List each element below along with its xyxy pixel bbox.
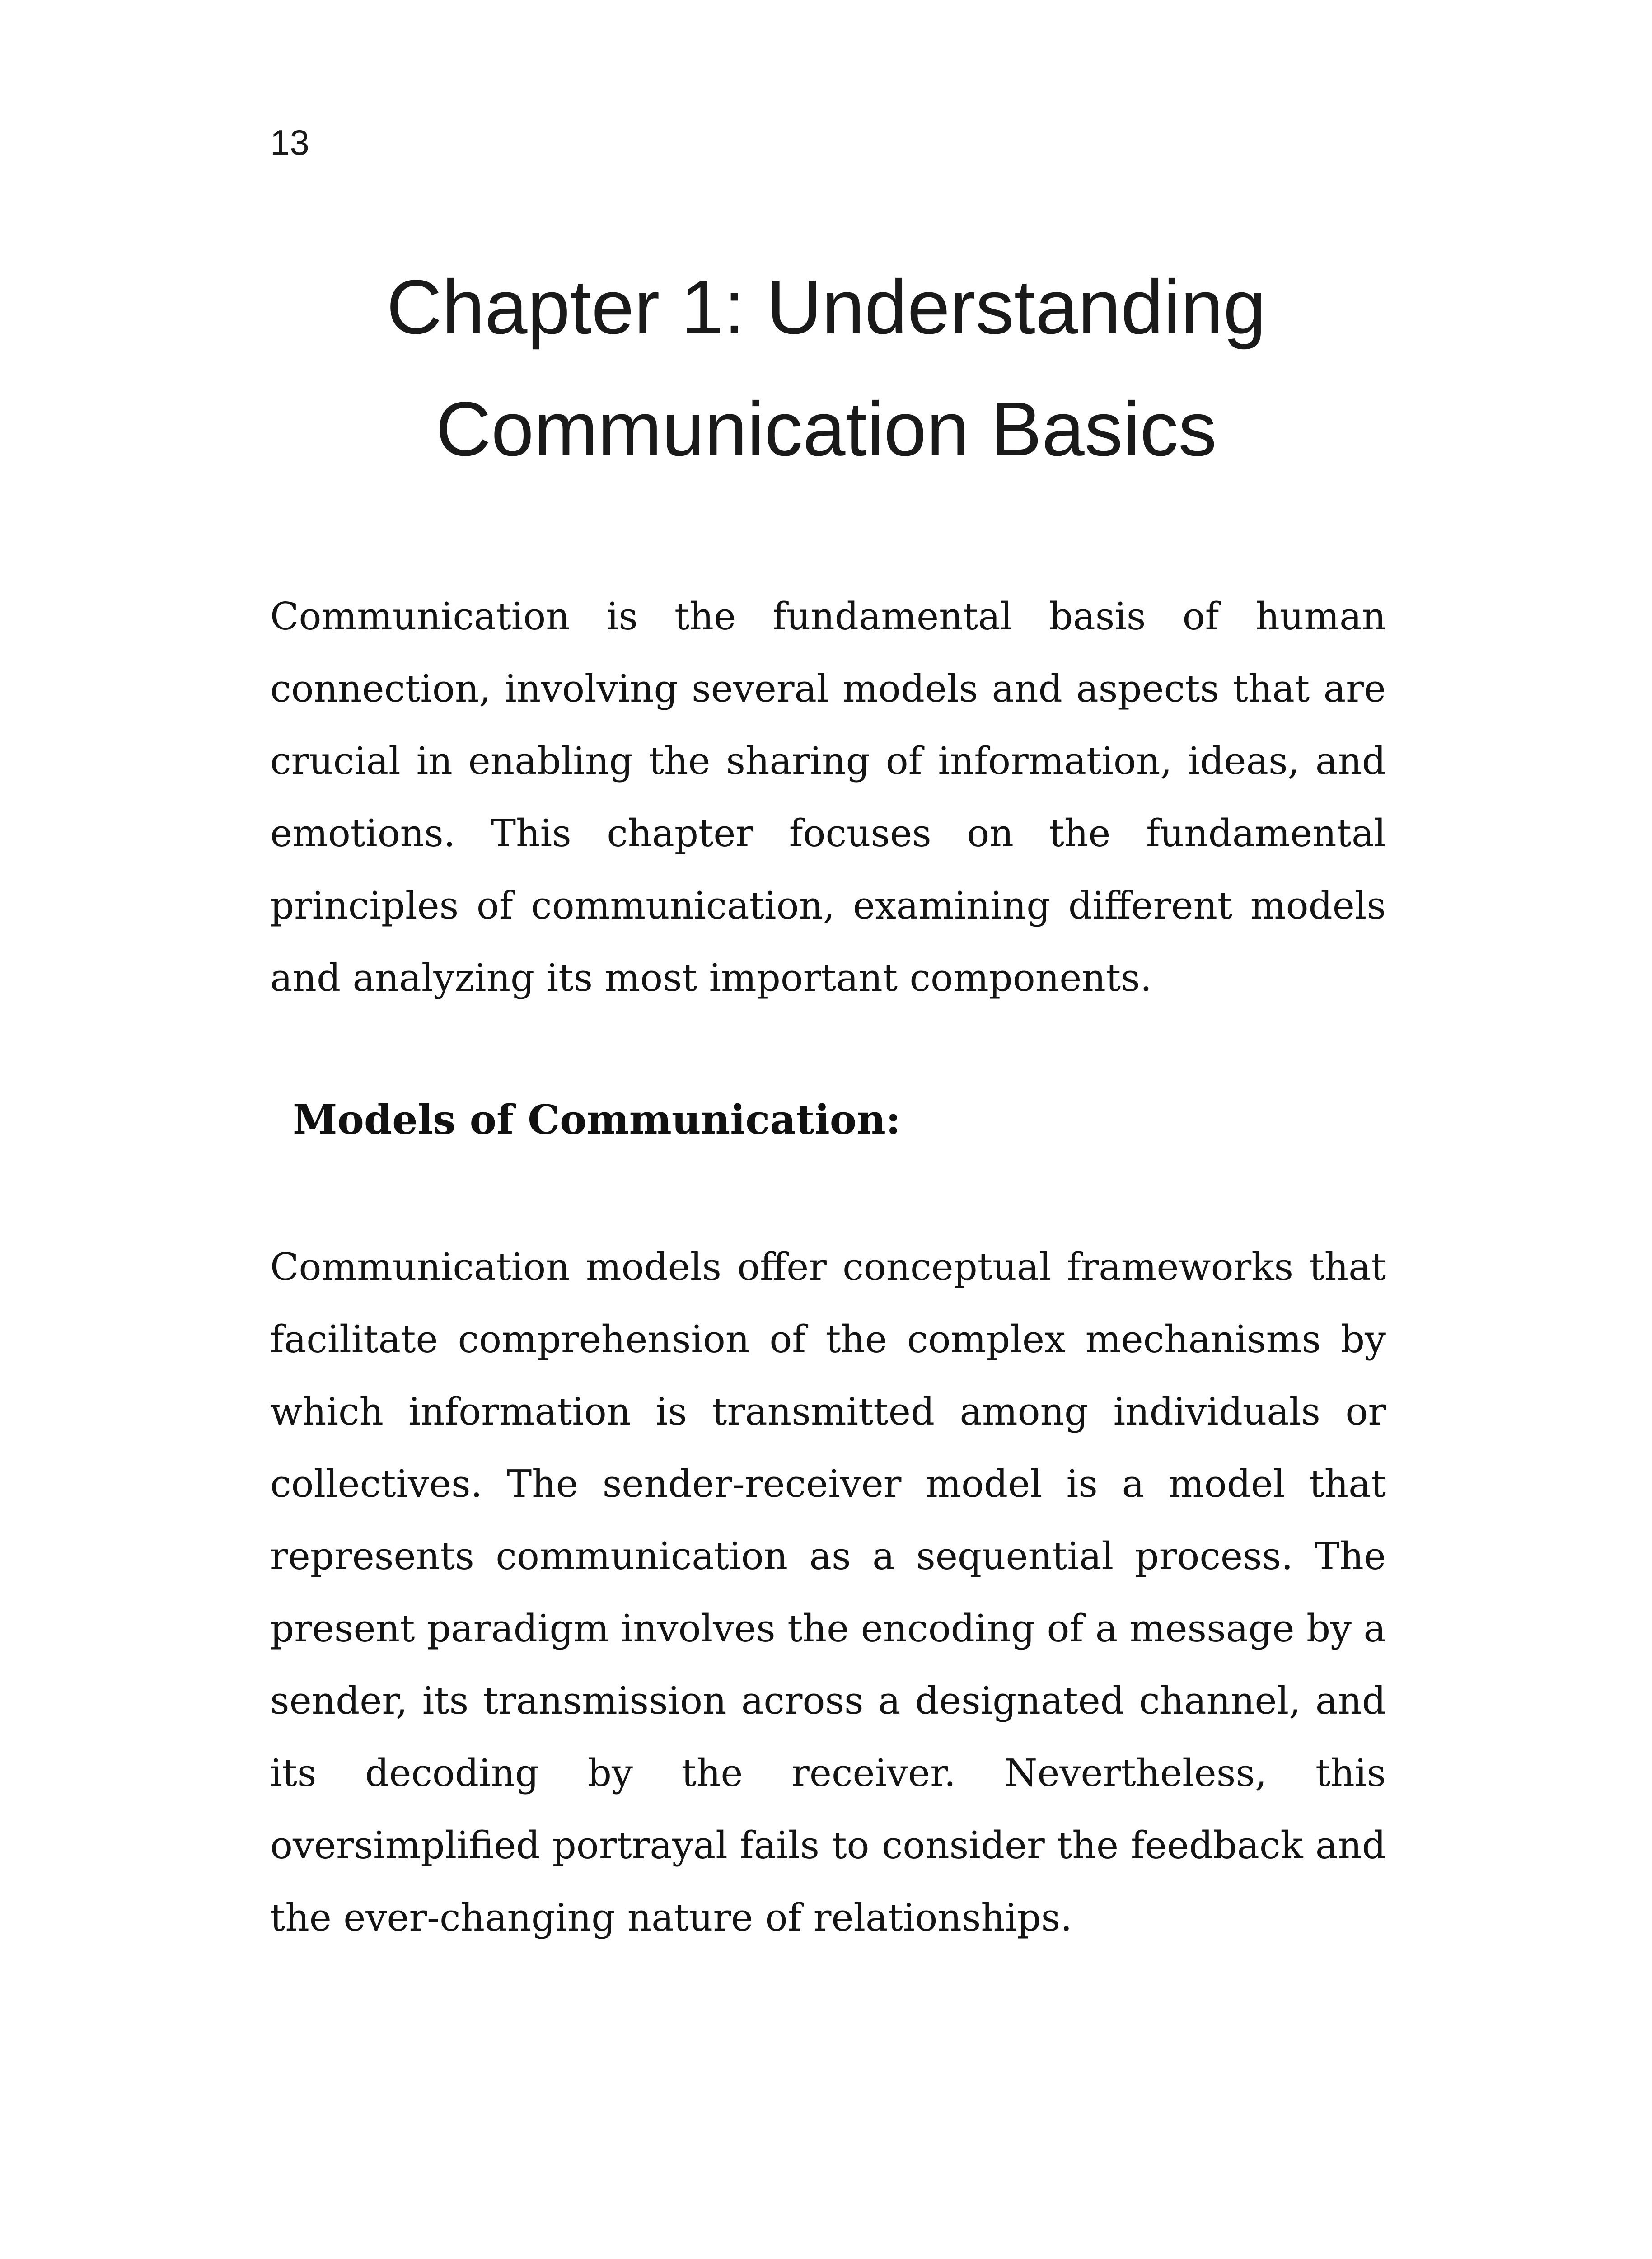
page-number: 13 [270, 122, 309, 162]
chapter-title-line-1: Chapter 1: Understanding [386, 264, 1266, 350]
models-paragraph: Communication models offer conceptual frameworks that facilitate comprehension of the complex mechanisms by which information is transmitted among individuals or collectives. The sender-receiver model is a model that represents communication as a sequential process. The present paradigm involves the encoding of a message by a sender, its transmission across a designated channel, and its decoding by the receiver. Nevertheless, this oversimplified portrayal fails to consider the feedback and the ever-changing nature of relationships. [270, 1245, 1386, 1940]
intro-paragraph: Communication is the fundamental basis of human connection, involving several models and aspects that are crucial in enabling the sharing of information, ideas, and emotions. This chapter focuses on the fundamental principles of communication, examining different models and analyzing its most important components. [270, 595, 1386, 1000]
chapter-title-line-2: Communication Basics [435, 386, 1217, 472]
chapter-title [270, 246, 1382, 490]
section-heading: Models of Communication: [293, 1096, 901, 1143]
